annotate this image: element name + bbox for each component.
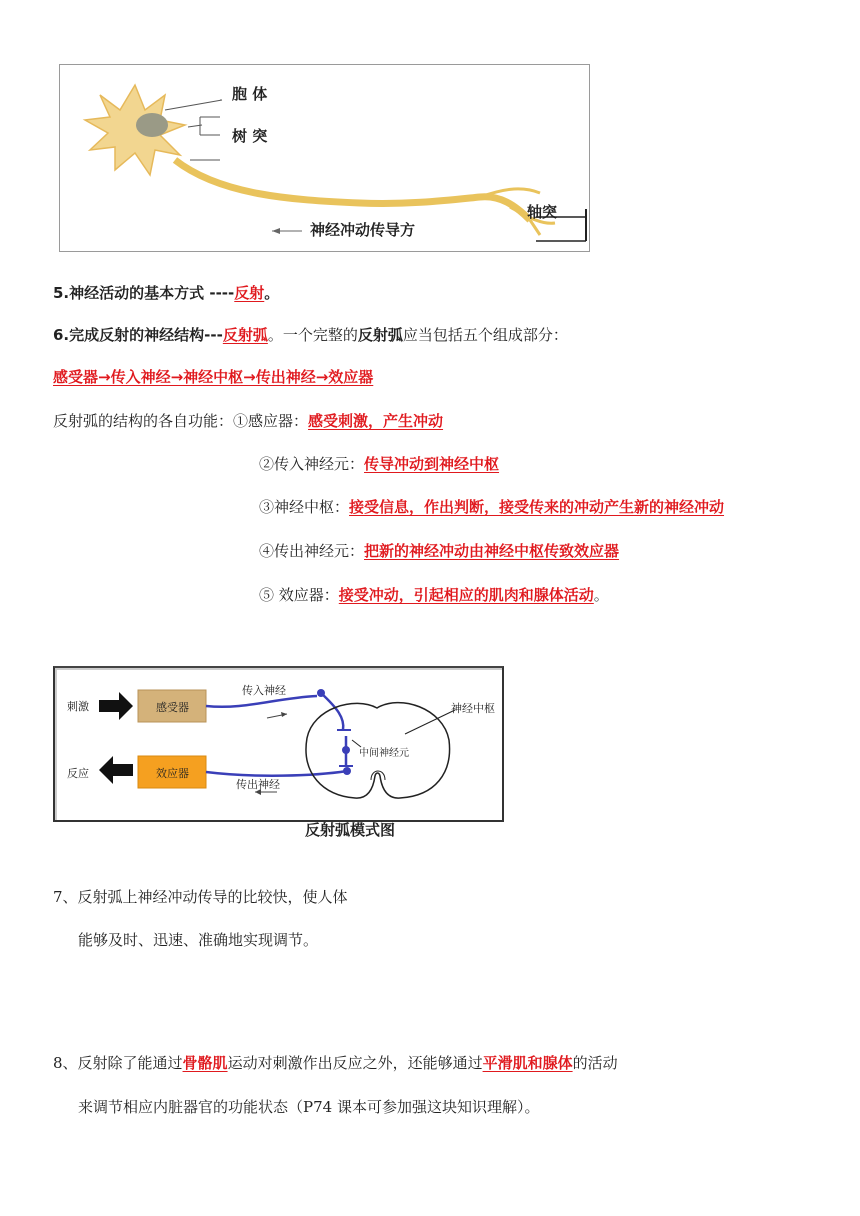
functions-intro: 反射弧的结构的各自功能： bbox=[53, 412, 234, 430]
function-tail: 。 bbox=[593, 586, 609, 604]
function-answer: 传导冲动到神经中枢 bbox=[364, 455, 500, 473]
item-6-mid: 。一个完整的 bbox=[267, 326, 358, 344]
item-6-prefix: 6.完成反射的神经结构--- bbox=[53, 326, 223, 344]
item-8-p2: 运动对刺激作出反应之外，还能够通过 bbox=[227, 1054, 483, 1072]
item-8-p1: 8、反射除了能通过 bbox=[53, 1054, 183, 1072]
item-6-term: 反射弧 bbox=[357, 326, 403, 344]
item-5 bbox=[53, 282, 279, 304]
item-5-answer: 反射 bbox=[234, 284, 265, 302]
label-stimulus: 刺激 bbox=[67, 700, 89, 713]
item-8-p3: 的活动 bbox=[572, 1054, 618, 1072]
item-5-suffix: 。 bbox=[264, 284, 280, 302]
label-interneuron: 中间神经元 bbox=[359, 748, 409, 759]
label-response: 反应 bbox=[67, 767, 89, 780]
neuron-axon bbox=[175, 160, 530, 220]
label-efferent: 传出神经 bbox=[236, 778, 280, 791]
label-soma: 胞 体 bbox=[232, 85, 268, 103]
reflex-figure-caption: 反射弧模式图 bbox=[305, 821, 396, 839]
label-axon: 轴突 bbox=[527, 203, 558, 221]
stimulus-arrow-icon bbox=[99, 692, 133, 720]
item-8-a1: 骨骼肌 bbox=[182, 1054, 228, 1072]
item-6 bbox=[53, 324, 568, 346]
label-dendrite: 树 突 bbox=[232, 127, 268, 145]
item-8-line-2: 来调节相应内脏器官的功能状态（P74 课本可参加强这块知识理解）。 bbox=[78, 1098, 540, 1116]
function-label: ①感应器： bbox=[233, 412, 309, 430]
label-receptor: 感受器 bbox=[156, 701, 189, 714]
functions-row-1 bbox=[53, 410, 443, 432]
functions-row-4 bbox=[259, 540, 619, 562]
item-8-a2: 平滑肌和腺体 bbox=[482, 1054, 573, 1072]
function-answer: 接受冲动，引起相应的肌肉和腺体活动 bbox=[338, 586, 594, 604]
item-7-line-2: 能够及时、迅速、准确地实现调节。 bbox=[78, 931, 319, 949]
neuron-figure bbox=[59, 64, 590, 252]
functions-row-3 bbox=[259, 496, 724, 518]
item-6-answer: 反射弧 bbox=[222, 326, 268, 344]
label-center: 神经中枢 bbox=[451, 702, 495, 715]
function-answer: 把新的神经冲动由神经中枢传致效应器 bbox=[364, 542, 620, 560]
function-label: ②传入神经元： bbox=[259, 455, 365, 473]
label-effector: 效应器 bbox=[156, 767, 189, 780]
functions-row-5 bbox=[259, 584, 609, 606]
reflex-arc-figure bbox=[53, 666, 504, 822]
label-afferent: 传入神经 bbox=[242, 684, 286, 697]
function-label: ⑤ 效应器： bbox=[259, 586, 339, 604]
function-answer: 感受刺激，产生冲动 bbox=[308, 412, 444, 430]
item-8-line-1 bbox=[53, 1052, 618, 1074]
functions-row-2 bbox=[259, 453, 499, 475]
neuron-soma bbox=[85, 85, 185, 175]
function-label: ③神经中枢： bbox=[259, 498, 350, 516]
label-direction: 神经冲动传导方 bbox=[310, 221, 416, 239]
item-5-prefix: 5.神经活动的基本方式 ---- bbox=[53, 284, 235, 302]
item-6-suffix: 应当包括五个组成部分： bbox=[402, 326, 568, 344]
item-7-line-1: 7、反射弧上神经冲动传导的比较快，使人体 bbox=[53, 888, 348, 906]
function-answer: 接受信息，作出判断，接受传来的冲动产生新的神经冲动 bbox=[349, 498, 725, 516]
reflex-arc-chain: 感受器→传入神经→神经中枢→传出神经→效应器 bbox=[53, 368, 374, 386]
response-arrow-icon bbox=[99, 756, 133, 784]
function-label: ④传出神经元： bbox=[259, 542, 365, 560]
